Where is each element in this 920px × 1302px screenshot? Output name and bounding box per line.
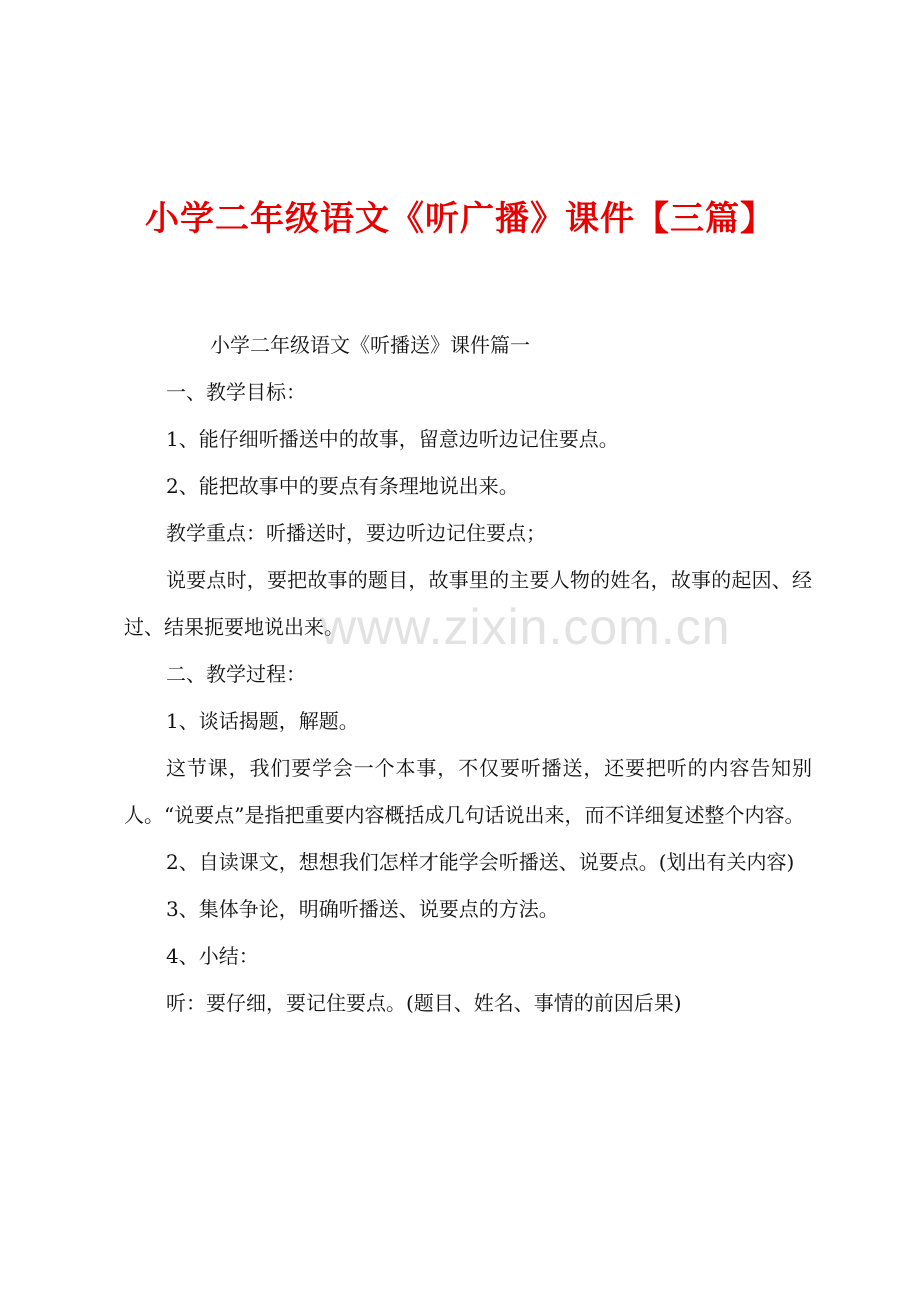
document-title: 小学二年级语文《听广播》课件【三篇】 (145, 199, 775, 239)
paragraph: 3、集体争论，明确听播送、说要点的方法。 (166, 897, 559, 921)
paragraph: 4、小结： (166, 944, 259, 968)
paragraph: 2、能把故事中的要点有条理地说出来。 (166, 474, 519, 498)
paragraph: 听：要仔细，要记住要点。(题目、姓名、事情的前因后果) (166, 991, 682, 1015)
paragraph: 1、谈话揭题，解题。 (166, 709, 359, 733)
paragraph: 这节课，我们要学会一个本事，不仅要听播送，还要把听的内容告知别人。“说要点”是指把重要内容概括成几句话说出来，而不详细复述整个内容。 (124, 756, 812, 827)
paragraph: 2、自读课文，想想我们怎样才能学会听播送、说要点。(划出有关内容) (166, 850, 795, 874)
paragraph: 1、能仔细听播送中的故事，留意边听边记住要点。 (166, 427, 619, 451)
paragraph: 教学重点：听播送时，要边听边记住要点； (166, 521, 546, 545)
paragraph: 二、教学过程： (166, 662, 306, 686)
paragraph: 说要点时，要把故事的题目，故事里的主要人物的姓名，故事的起因、经过、结果扼要地说出来。 (124, 568, 812, 639)
paragraph: 一、教学目标： (166, 380, 306, 404)
section-heading: 小学二年级语文《听播送》课件篇一 (210, 333, 530, 357)
document-body (124, 322, 812, 1027)
watermark: www.zixin.com.cn (320, 599, 731, 655)
